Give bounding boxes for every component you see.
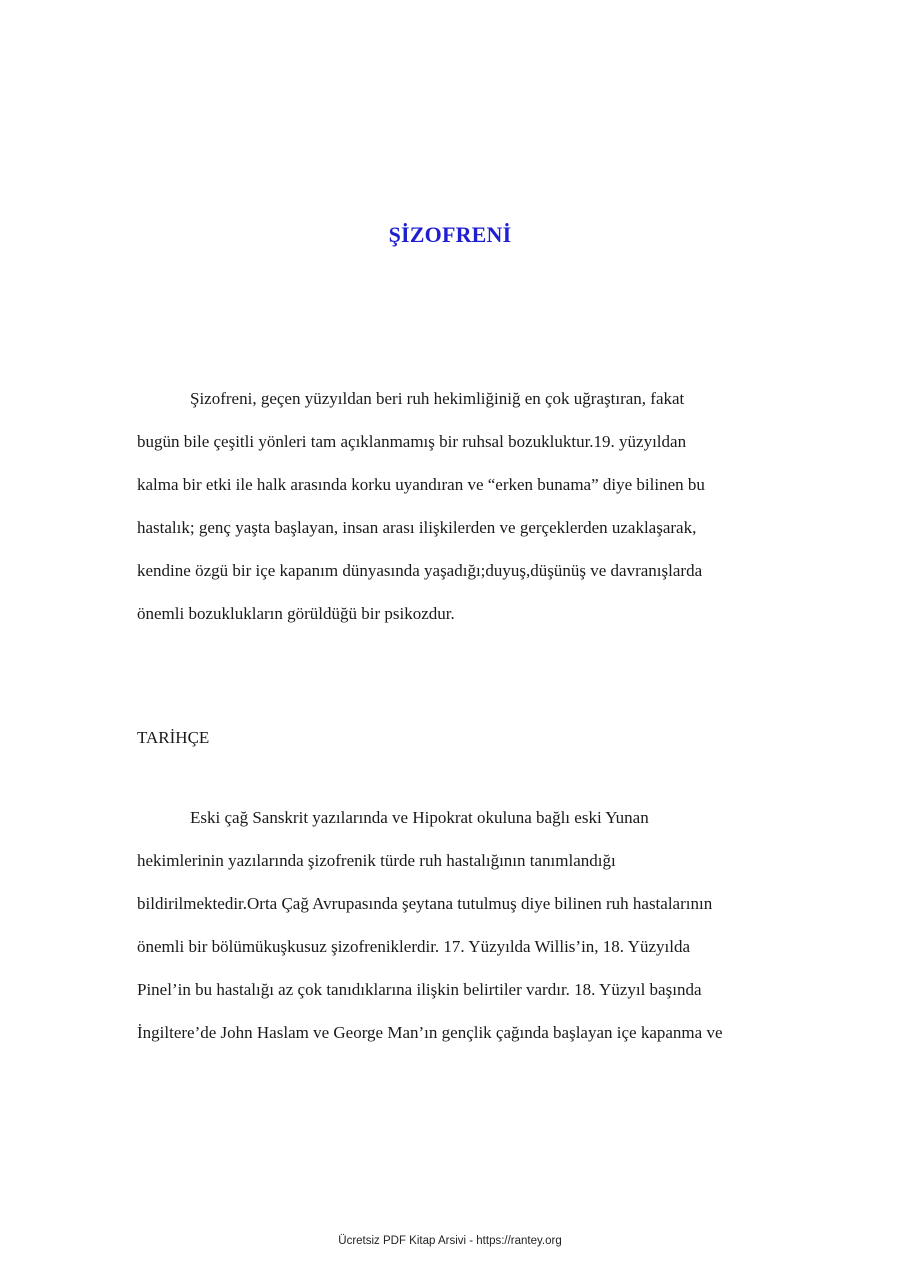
paragraph-line: bugün bile çeşitli yönleri tam açıklanmamış bir ruhsal bozukluktur.19. yüzyıldan xyxy=(137,432,687,451)
history-paragraph xyxy=(137,796,777,1054)
paragraph-line: Pinel’in bu hastalığı az çok tanıdıklarına ilişkin belirtiler vardır. 18. Yüzyıl başında xyxy=(137,980,702,999)
paragraph-line: kalma bir etki ile halk arasında korku uyandıran ve “erken bunama” diye bilinen bu xyxy=(137,475,705,494)
paragraph-line: Eski çağ Sanskrit yazılarında ve Hipokrat okuluna bağlı eski Yunan xyxy=(190,808,649,827)
paragraph-line: hekimlerinin yazılarında şizofrenik türde ruh hastalığının tanımlandığı xyxy=(137,851,616,870)
section-heading: TARİHÇE xyxy=(137,728,210,747)
paragraph-line: bildirilmektedir.Orta Çağ Avrupasında şeytana tutulmuş diye bilinen ruh hastalarının xyxy=(137,894,713,913)
paragraph-line: kendine özgü bir içe kapanım dünyasında yaşadığı;duyuş,düşünüş ve davranışlarda xyxy=(137,561,703,580)
paragraph-line: önemli bozuklukların görüldüğü bir psikozdur. xyxy=(137,604,455,623)
page-title: ŞİZOFRENİ xyxy=(388,222,512,247)
paragraph-line: hastalık; genç yaşta başlayan, insan arası ilişkilerden ve gerçeklerden uzaklaşarak, xyxy=(137,518,697,537)
intro-paragraph xyxy=(137,377,777,635)
paragraph-line: Şizofreni, geçen yüzyıldan beri ruh hekimliğiniğ en çok uğraştıran, fakat xyxy=(190,389,685,408)
paragraph-line: önemli bir bölümükuşkusuz şizofreniklerdir. 17. Yüzyılda Willis’in, 18. Yüzyılda xyxy=(137,937,690,956)
paragraph-line: İngiltere’de John Haslam ve George Man’ın gençlik çağında başlayan içe kapanma ve xyxy=(137,1023,723,1042)
page-footer: Ücretsiz PDF Kitap Arsivi - https://rantey.org xyxy=(338,1235,562,1247)
